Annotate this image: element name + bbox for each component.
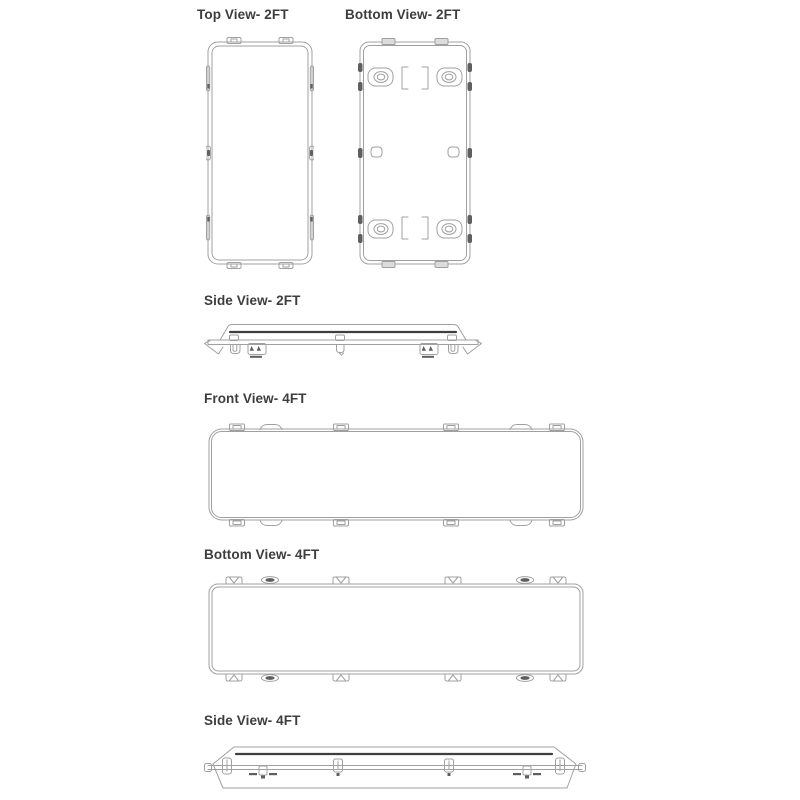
side-view-4ft-drawing (204, 742, 586, 794)
side-view-2ft-label: Side View- 2FT (204, 293, 301, 308)
side-latch-clips (358, 63, 472, 243)
top-view-2ft-drawing (206, 36, 314, 270)
latch-marks (249, 773, 541, 779)
oval-latch-fills (265, 578, 529, 680)
end-wing (205, 341, 224, 355)
v-notch-clips (226, 577, 566, 682)
fixture-body (209, 584, 583, 674)
end-cap (205, 764, 212, 772)
bottom-view-4ft-drawing (208, 572, 585, 686)
edge-latch-tabs (230, 424, 565, 526)
fixture-frame (360, 42, 470, 264)
latch-marks (250, 346, 434, 358)
side-view-2ft-drawing (203, 317, 483, 365)
side-latch-slots (206, 66, 314, 240)
latch-clips (223, 758, 565, 775)
fixture-frame (206, 38, 314, 269)
side-view-4ft-label: Side View- 4FT (204, 713, 301, 728)
end-wing (463, 341, 482, 355)
housing-profile (205, 325, 482, 355)
edge-tabs (382, 39, 448, 268)
edge-tab (227, 263, 293, 269)
edge-tab (227, 38, 293, 44)
fixture-body (209, 429, 583, 520)
front-view-4ft-label: Front View- 4FT (204, 391, 307, 406)
center-holes (371, 147, 459, 157)
top-view-2ft-label: Top View- 2FT (197, 7, 289, 22)
dashed-knockouts (402, 67, 428, 239)
bottom-view-2ft-label: Bottom View- 2FT (345, 7, 461, 22)
latch-clips (230, 335, 459, 355)
bottom-view-2ft-drawing (358, 36, 472, 270)
bottom-view-4ft-label: Bottom View- 4FT (204, 547, 320, 562)
front-view-4ft-drawing (208, 422, 585, 530)
latch-marks (207, 84, 313, 222)
end-cap (579, 764, 586, 772)
